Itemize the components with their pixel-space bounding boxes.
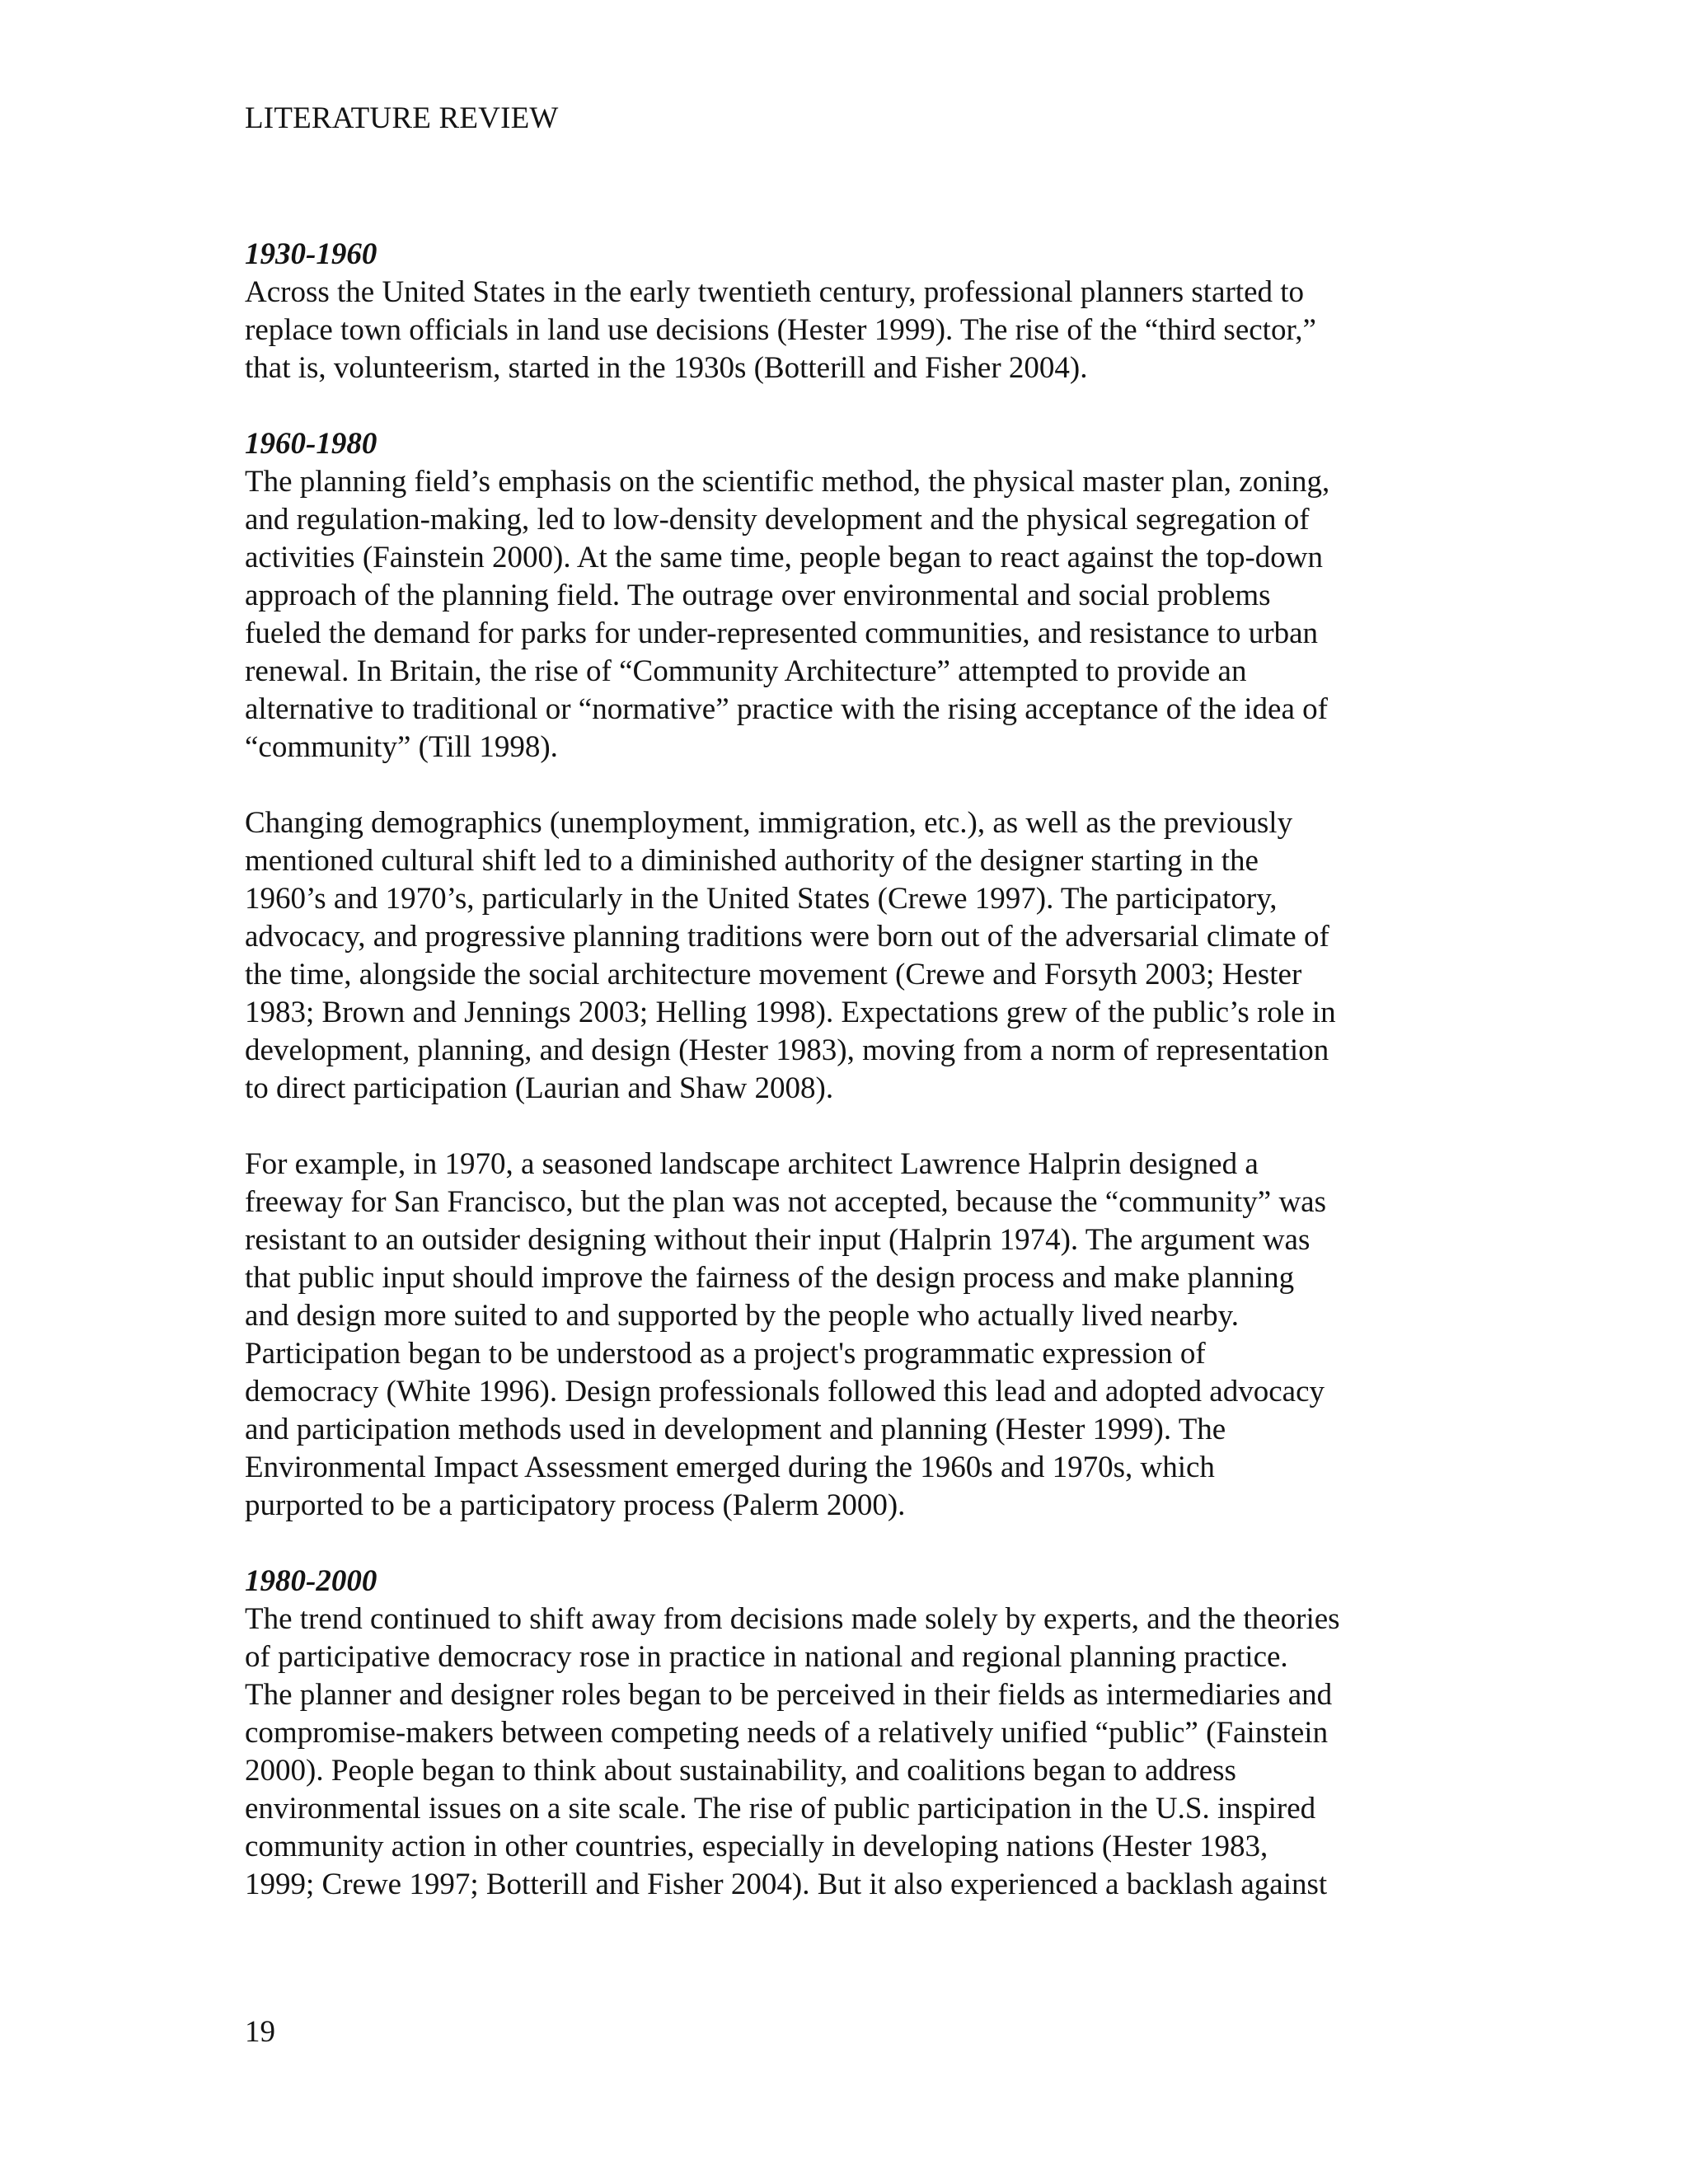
paragraph: The trend continued to shift away from decisions made solely by experts, and the theories of participative democracy rose in practice in national and regional planning practice. The planner and designer roles began to be perceived in their fields as intermediaries and compromise-makers between competing needs of a relatively unified “public” (Fainstein 2000). People began to think about sustainability, and coalitions began to address environmental issues on a site scale. The rise of public participation in the U.S. inspired community action in other countries, especially in developing nations (Hester 1983, 1999; Crewe 1997; Botterill and Fisher 2004). But it also experienced a backlash against <box>245 1602 1340 1901</box>
running-header: LITERATURE REVIEW <box>245 101 559 135</box>
paragraph: Across the United States in the early twentieth century, professional planners started to replace town officials in land use decisions (Hester 1999). The rise of the “third sector,” that is, volunteerism, started in the 1930s (Botterill and Fisher 2004). <box>245 275 1316 385</box>
paragraph: The planning field’s emphasis on the scientific method, the physical master plan, zoning, and regulation-making, led to low-density development and the physical segregation of activities (Fainstein 2000). At the same time, people began to react against the top-down approach of the planning field. The outrage over environmental and social problems fueled the demand for parks for under-represented communities, and resistance to urban renewal. In Britain, the rise of “Community Architecture” attempted to provide an alternative to traditional or “normative” practice with the rising acceptance of the idea of “community” (Till 1998). <box>245 465 1330 764</box>
paragraph: Changing demographics (unemployment, immigration, etc.), as well as the previously mentioned cultural shift led to a diminished authority of the designer starting in the 1960’s and 1970’s, particularly in the United States (Crewe 1997). The participatory, advocacy, and progressive planning traditions were born out of the adversarial climate of the time, alongside the social architecture movement (Crewe and Forsyth 2003; Hester 1983; Brown and Jennings 2003; Helling 1998). Expectations grew of the public’s role in development, planning, and design (Hester 1983), moving from a norm of representation to direct participation (Laurian and Shaw 2008). <box>245 806 1336 1105</box>
body-text <box>245 236 1432 1942</box>
section-1960-1980 <box>245 425 1432 1525</box>
section-heading: 1930-1960 <box>245 237 377 271</box>
section-heading: 1960-1980 <box>245 427 377 461</box>
section-1980-2000 <box>245 1563 1432 1904</box>
page-number: 19 <box>245 2015 275 2049</box>
section-heading: 1980-2000 <box>245 1564 377 1598</box>
paragraph: For example, in 1970, a seasoned landscape architect Lawrence Halprin designed a freeway for San Francisco, but the plan was not accepted, because the “community” was resistant to an outsider designing without their input (Halprin 1974). The argument was that public input should improve the fairness of the design process and make planning and design more suited to and supported by the people who actually lived nearby. Participation began to be understood as a project's programmatic expression of democracy (White 1996). Design professionals followed this lead and adopted advocacy and participation methods used in development and planning (Hester 1999). The Environmental Impact Assessment emerged during the 1960s and 1970s, which purported to be a participatory process (Palerm 2000). <box>245 1147 1326 1522</box>
section-1930-1960 <box>245 236 1432 387</box>
